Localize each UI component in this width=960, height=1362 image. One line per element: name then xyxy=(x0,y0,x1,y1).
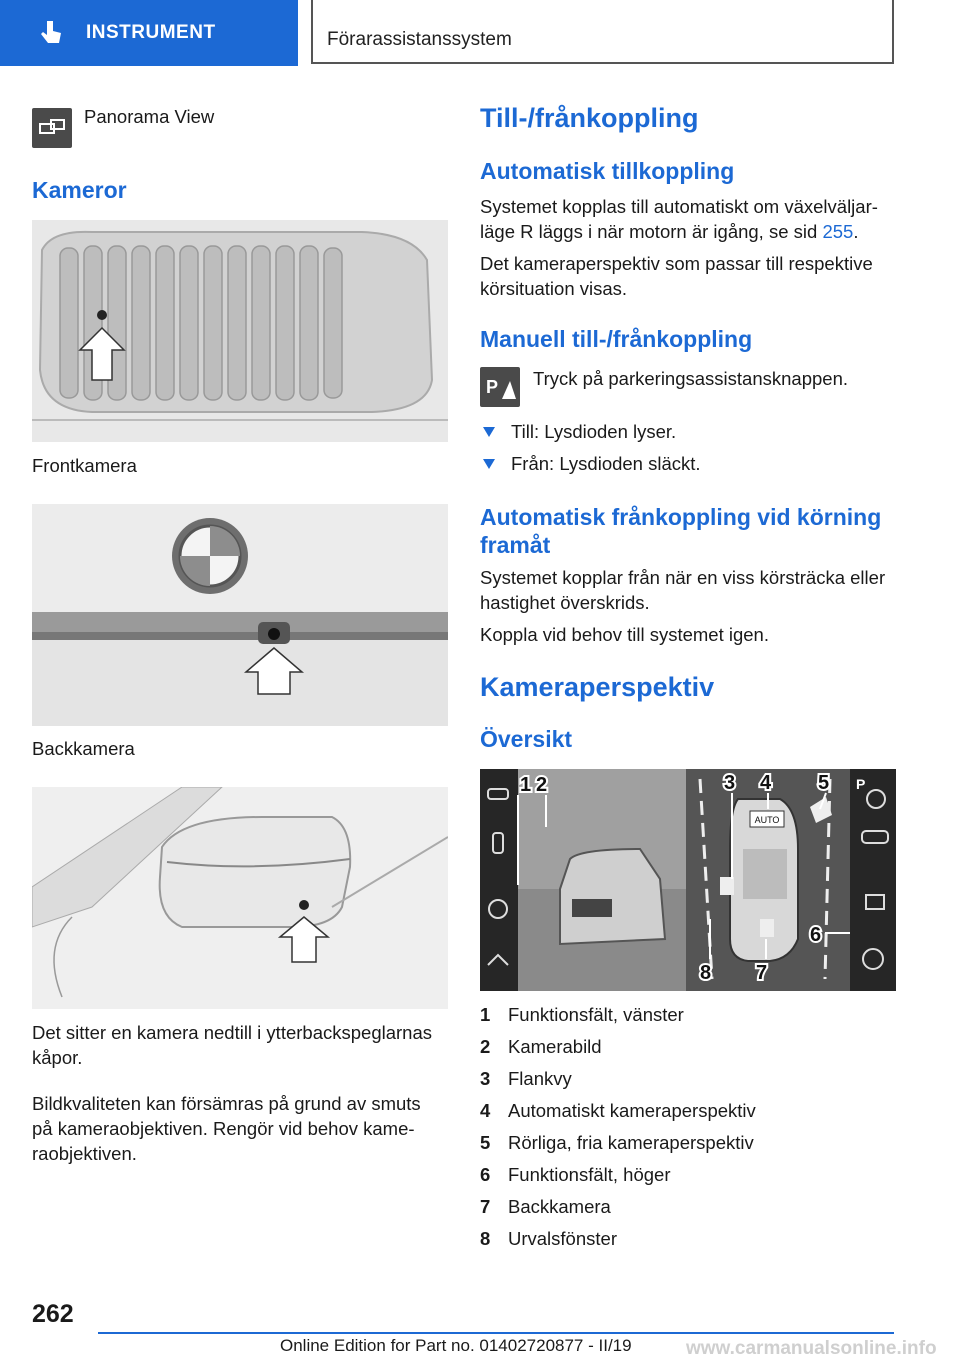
chapter-title: Förarassistanssystem xyxy=(327,29,512,50)
svg-text:P: P xyxy=(856,776,866,792)
panorama-view-icon xyxy=(32,108,72,148)
callout-4: 4 xyxy=(760,772,772,794)
heading-cameras: Kameror xyxy=(32,177,127,203)
heading-perspective: Kameraperspektiv xyxy=(480,672,715,702)
legend-item: 1 Funktionsfält, vänster xyxy=(480,1004,684,1025)
para-mirror-camera: Det sitter en kamera nedtill i ytterbackspeglarnas kåpor. xyxy=(32,1022,432,1068)
page-link-255[interactable]: 255 xyxy=(822,221,854,242)
callout-1: 1 xyxy=(520,774,532,796)
footer-edition: Online Edition for Part no. 01402720877 - II/19 xyxy=(280,1336,632,1355)
screen-auto-badge: AUTO xyxy=(754,815,780,825)
para-image-quality: Bildkvaliteten kan försämras på grund av smuts på kameraobjektiven. Rengör vid behov kame-raobjektiven. xyxy=(32,1093,421,1164)
mirror-camera-image xyxy=(32,787,448,1009)
manual-instruction: Tryck på parkeringsassistansknappen. xyxy=(533,368,848,389)
section-label: INSTRUMENT xyxy=(86,22,216,43)
bullet-on: Till: Lysdioden lyser. xyxy=(480,421,676,443)
parking-assist-icon xyxy=(480,367,520,407)
callout-6: 6 xyxy=(810,924,822,946)
hand-touch-icon xyxy=(36,18,66,48)
callout-8: 8 xyxy=(700,962,712,984)
para-auto-on: Systemet kopplas till automatiskt om växelväljar-läge R läggs i när motorn är igång, se sid 255. xyxy=(480,196,878,242)
para-auto-perspective: Det kameraperspektiv som passar till respektive körsituation visas. xyxy=(480,253,873,299)
watermark: www.carmanualsonline.info xyxy=(686,1338,937,1359)
panorama-view-label: Panorama View xyxy=(84,106,215,127)
callout-5: 5 xyxy=(818,772,830,794)
bullet-triangle-icon xyxy=(483,427,495,437)
section-tab xyxy=(0,0,298,66)
caption-front-camera: Frontkamera xyxy=(32,455,137,476)
heading-toggle: Till-/frånkoppling xyxy=(480,103,699,133)
callout-2: 2 xyxy=(536,774,548,796)
footer-divider xyxy=(98,1332,894,1334)
bullet-triangle-icon xyxy=(483,459,495,469)
heading-overview: Översikt xyxy=(480,726,573,752)
caption-back-camera: Backkamera xyxy=(32,738,135,759)
callout-7: 7 xyxy=(756,962,768,984)
bullet-off: Från: Lysdioden släckt. xyxy=(480,453,701,475)
legend-item: 2 Kamerabild xyxy=(480,1036,602,1057)
svg-text:P: P xyxy=(486,377,499,397)
legend-list xyxy=(480,999,900,1255)
legend-item: 8 Urvalsfönster xyxy=(480,1228,617,1249)
para-reactivate: Koppla vid behov till systemet igen. xyxy=(480,624,769,645)
back-camera-image xyxy=(32,504,448,726)
chapter-tab xyxy=(311,0,894,64)
heading-auto-on: Automatisk tillkoppling xyxy=(480,158,735,184)
legend-item: 7 Backkamera xyxy=(480,1196,611,1217)
callout-3: 3 xyxy=(724,772,736,794)
heading-manual: Manuell till-/frånkoppling xyxy=(480,326,753,352)
camera-screen-image xyxy=(480,769,896,991)
legend-item: 5 Rörliga, fria kameraperspektiv xyxy=(480,1132,754,1153)
page-number: 262 xyxy=(32,1300,74,1328)
front-camera-image xyxy=(32,220,448,442)
heading-auto-off: Automatisk frånkoppling vid körning framåt xyxy=(480,504,882,558)
legend-item: 4 Automatiskt kameraperspektiv xyxy=(480,1100,756,1121)
para-auto-off: Systemet kopplar från när en viss körsträcka eller hastighet överskrids. xyxy=(480,567,886,613)
legend-item: 3 Flankvy xyxy=(480,1068,572,1089)
legend-item: 6 Funktionsfält, höger xyxy=(480,1164,671,1185)
